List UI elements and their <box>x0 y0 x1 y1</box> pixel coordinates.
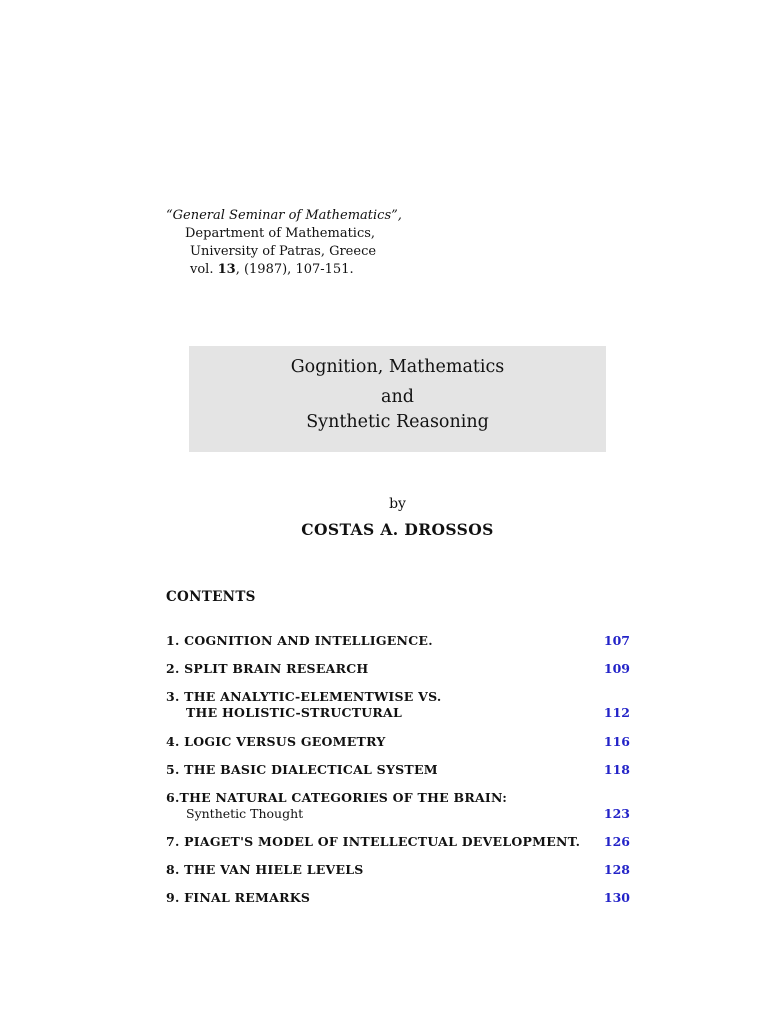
volume-prefix: vol. <box>190 262 218 277</box>
title-line-3: Synthetic Reasoning <box>306 412 489 432</box>
toc-page-3[interactable]: 112 <box>603 705 630 720</box>
journal-name: “General Seminar of Mathematics”, <box>166 208 402 223</box>
department-line: Department of Mathematics, <box>185 226 376 241</box>
toc-page-9[interactable]: 130 <box>603 890 630 905</box>
toc-entry-6[interactable]: 6.THE NATURAL CATEGORIES OF THE BRAIN: <box>166 790 508 805</box>
toc-page-1[interactable]: 107 <box>603 633 630 648</box>
toc-page-4[interactable]: 116 <box>603 734 630 749</box>
toc-entry-3-line-2[interactable]: THE HOLISTIC-STRUCTURAL <box>186 705 403 720</box>
toc-page-5[interactable]: 118 <box>603 762 630 777</box>
university-line: University of Patras, Greece <box>190 244 377 259</box>
toc-entry-1[interactable]: 1. COGNITION AND INTELLIGENCE. <box>166 633 433 648</box>
title-line-2: and <box>381 387 414 407</box>
volume-suffix: , (1987), 107-151. <box>235 262 354 277</box>
toc-entry-3[interactable]: 3. THE ANALYTIC-ELEMENTWISE VS. <box>166 689 442 704</box>
toc-entry-8[interactable]: 8. THE VAN HIELE LEVELS <box>166 862 364 877</box>
toc-entry-7[interactable]: 7. PIAGET'S MODEL OF INTELLECTUAL DEVELOPMENT. <box>166 834 581 849</box>
toc-entry-6-line-2[interactable]: Synthetic Thought <box>186 806 304 821</box>
table-of-contents <box>166 0 630 1024</box>
by-label: by <box>389 496 406 512</box>
contents-heading: CONTENTS <box>166 589 256 605</box>
toc-page-2[interactable]: 109 <box>603 661 630 676</box>
toc-entry-5[interactable]: 5. THE BASIC DIALECTICAL SYSTEM <box>166 762 438 777</box>
toc-entry-4[interactable]: 4. LOGIC VERSUS GEOMETRY <box>166 734 386 749</box>
toc-page-8[interactable]: 128 <box>603 862 630 877</box>
toc-entry-2[interactable]: 2. SPLIT BRAIN RESEARCH <box>166 661 369 676</box>
volume-number: 13 <box>217 262 236 277</box>
title-line-1: Gognition, Mathematics <box>290 357 505 377</box>
toc-page-6[interactable]: 123 <box>603 806 630 821</box>
toc-page-7[interactable]: 126 <box>603 834 630 849</box>
toc-entry-9[interactable]: 9. FINAL REMARKS <box>166 890 311 905</box>
author-name: COSTAS A. DROSSOS <box>301 520 494 539</box>
